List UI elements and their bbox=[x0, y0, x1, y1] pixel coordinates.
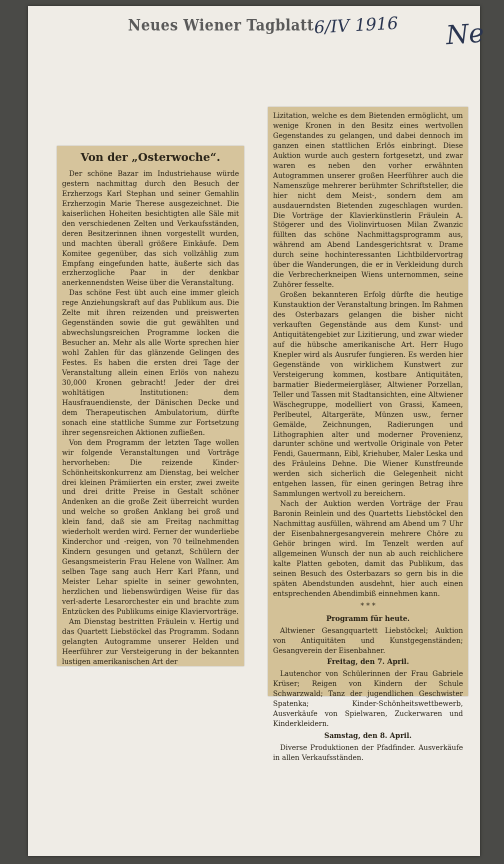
clipping-left-column bbox=[57, 146, 244, 666]
program-heading: Programm für heute. bbox=[326, 613, 410, 623]
article-title: Von der „Osterwoche“. bbox=[80, 151, 221, 164]
friday-heading: Freitag, den 7. April. bbox=[326, 657, 410, 667]
article-paragraph: Der schöne Bazar im Industriehause würde gestern nachmittag durch den Besuch der Erzherzogs Karl Stephan und seiner Gemahlin Erzherzogin Marie Therese ausgezeichnet. Die kaiserlichen Hoheiten besichtigten alle Säle mit den verschiedenen Zelten und Verkaufsständen, deren Besitzerinnen ihnen vorgestellt wurden, und machten überall größere Einkäufe. Dem Komitee gegenüber, das sich vollzählig zum Empfang eingefunden hatte, äußerte sich das erzherzogliche Paar in der denkbar anerkennendsten Weise über die Veranstaltung. bbox=[62, 168, 239, 288]
newspaper-masthead: Neues Wiener Tagblatt bbox=[128, 16, 314, 36]
clipping-right-column bbox=[268, 107, 468, 763]
article-paragraph: Am Dienstag bestritten Fräulein v. Hertig und das Quartett Liebstöckel das Programm. Sodann gelangten Autogramme unserer Helden und Heerführer zur Versteigerung in der bekannten lustigen amerikanischen Art der bbox=[62, 616, 239, 666]
article-paragraph: Großen bekannteren Erfolg dürfte die heutige Kunstauktion der Veranstaltung bringen. Im Rahmen des Osterbazars gelangen die bisher nicht verkauften Gegenstände aus dem Kunst- und Antiquitätengebiet zur Lizitierung, und zwar wieder auf die hübsche amerikanische Art. Herr Hugo Knepler wird als Ausrufer fungieren. Es werden hier Gegenstände von wirklichem Kunstwert zur Versteigerung kommen, kostbare Antiquitäten, barmatier Biedermeiergläser, Altwiener Porzellan, Teller und Tassen mit Stadtansichten, eine Altwiener Wäschegruppe, modelliert von Grassi, Kameen, Perlbeutel, Altargeräte, Münzen usw., ferner Gemälde, Zeichnungen, Radierungen und Lithographien alter und moderner Provenienz, darunter schöne und wertvolle Originale von Peter Fendi, Gauermann, Eibl, Kriehuber, Maler Leska und des Fräuleins Dehne. Die Wiener Kunstfreunde werden sich sicherlich die Gelegenheit nicht entgehen lassen, für einen geringen Betrag ihre Sammlungen wertvoll zu bereichern. bbox=[273, 290, 464, 499]
program-today-text: Altwiener Gesangquartett Liebstöckel; Auktion von Antiquitäten und Kunstgegenständen; Gesangverein der Eisenbahner. bbox=[273, 625, 463, 655]
article-paragraph: Nach der Auktion werden Vorträge der Frau Baronin Reinlein und des Quartetts Liebstöckel den Nachmittag ausfüllen, während am Abend um 7 Uhr der Eisenbahnergesangverein mehrere Chöre zu Gehör bringen wird. Im Tenzelt werden auf allgemeinen Wunsch der nun ab auch reichlichere kalte Platten geboten, damit das Publikum, das seinen Besuch des Osterbazars so gern bis in die späten Abendstunden ausdehnt, hier auch einen entsprechenden Abendimbiß einnehmen kann. bbox=[273, 499, 463, 598]
handwritten-date: 6/IV 1916 bbox=[313, 13, 399, 39]
section-separator: * * * bbox=[360, 601, 376, 610]
friday-program-text: Lautenchor von Schülerinnen der Frau Gabriele Krüser; Reigen von Kindern der Schule Schwarzwald; Tanz der jugendlichen Geschwister Spatenka; Kinder-Schönheitswettbewerb, Ausverkäufe von Spielwaren, Zuckerwaren und Kinderkleidern. bbox=[273, 669, 463, 729]
saturday-heading: Samstag, den 8. April. bbox=[324, 731, 412, 741]
article-paragraph: Das schöne Fest übt auch eine immer gleich rege Anziehungskraft auf das Publikum aus. Die Zelte mit ihren reizenden und preiswerten Gegenständen sowie die gut gewählten und abwechslungsreichen Programme locken die Besucher an. Mehr als alle Worte sprechen hier wohl Zahlen für das glänzende Gelingen des Festes. Es haben die ersten drei Tage der Veranstaltung allein einen Erlös von nahezu 30,000 Kronen gebracht! Jeder der drei wohltätigen Institutionen: dem Hausfrauendienste, der Dänischen Decke und dem Therapeutischen Ambulatorium, dürfte sonach eine stattliche Summe zur Fortsetzung ihrer segensreichen Aktionen zufließen. bbox=[62, 288, 239, 437]
handwritten-number: Ne bbox=[445, 18, 486, 52]
saturday-program-text: Diverse Produktionen der Pfadfinder. Ausverkäufe in allen Verkaufsständen. bbox=[273, 743, 463, 763]
article-paragraph: Lizitation, welche es dem Bietenden ermöglicht, um wenige Kronen in den Besitz eines wertvollen Gegenstandes zu gelangen, und dabei dennoch im ganzen einen stattlichen Erlös einbringt. Diese Auktion wurde auch gestern fortgesetzt, und zwar waren es neben den vorher erwähnten Autogrammen unserer großen Heerführer auch die Namenszüge mehrerer berühmter Schriftsteller, die hier nicht dem Meist-, sondern dem am ausdauerndsten Bietenden zugeschlagen wurden. Die Vorträge der Klavierkünstlerin Fräulein A. Stögerer und des Violinvirtuosen Milan Zwanzic füllten das schöne Nachmittagsprogramm aus, während am Abend Landesgerichtsrat v. Drame durch seine hochinteressanten Lichtbildervortrag über die Wanderungen, die er in Verkleidung durch die Verbrecherkneipen Wiens unternommen, seine Zuhörer fesselte. bbox=[273, 111, 463, 290]
article-paragraph: Von dem Programm der letzten Tage wollen wir folgende Veranstaltungen und Vorträge hervorheben: Die reizende Kinder-Schönheitskonkurrenz am Dienstag, bei welcher drei kleinen Prämiierten ein erster, zwei zweite und drei dritte Preise in Gestalt schöner Andenken an die große Zeit überreicht wurden und welche so großen Anklang bei groß und klein fand, daß sie am Freitag nachmittag wiederholt werden wird. Ferner der wunderliebe Kinderchor und -reigen, von 70 teilnehmenden Kindern gesungen und getanzt, Schülern der Gesangsmeisterin Frau Helene von Wallner. Am selben Tage sang auch Herr Karl Pfann, und Meister Lehar spielte in seiner gewohnten, herzlichen und liebenswürdigen Weise für das verl-aderte Lesarorchester ein und brachte zum Entzücken des Publikums einige Klaviervorträge. bbox=[62, 437, 239, 616]
